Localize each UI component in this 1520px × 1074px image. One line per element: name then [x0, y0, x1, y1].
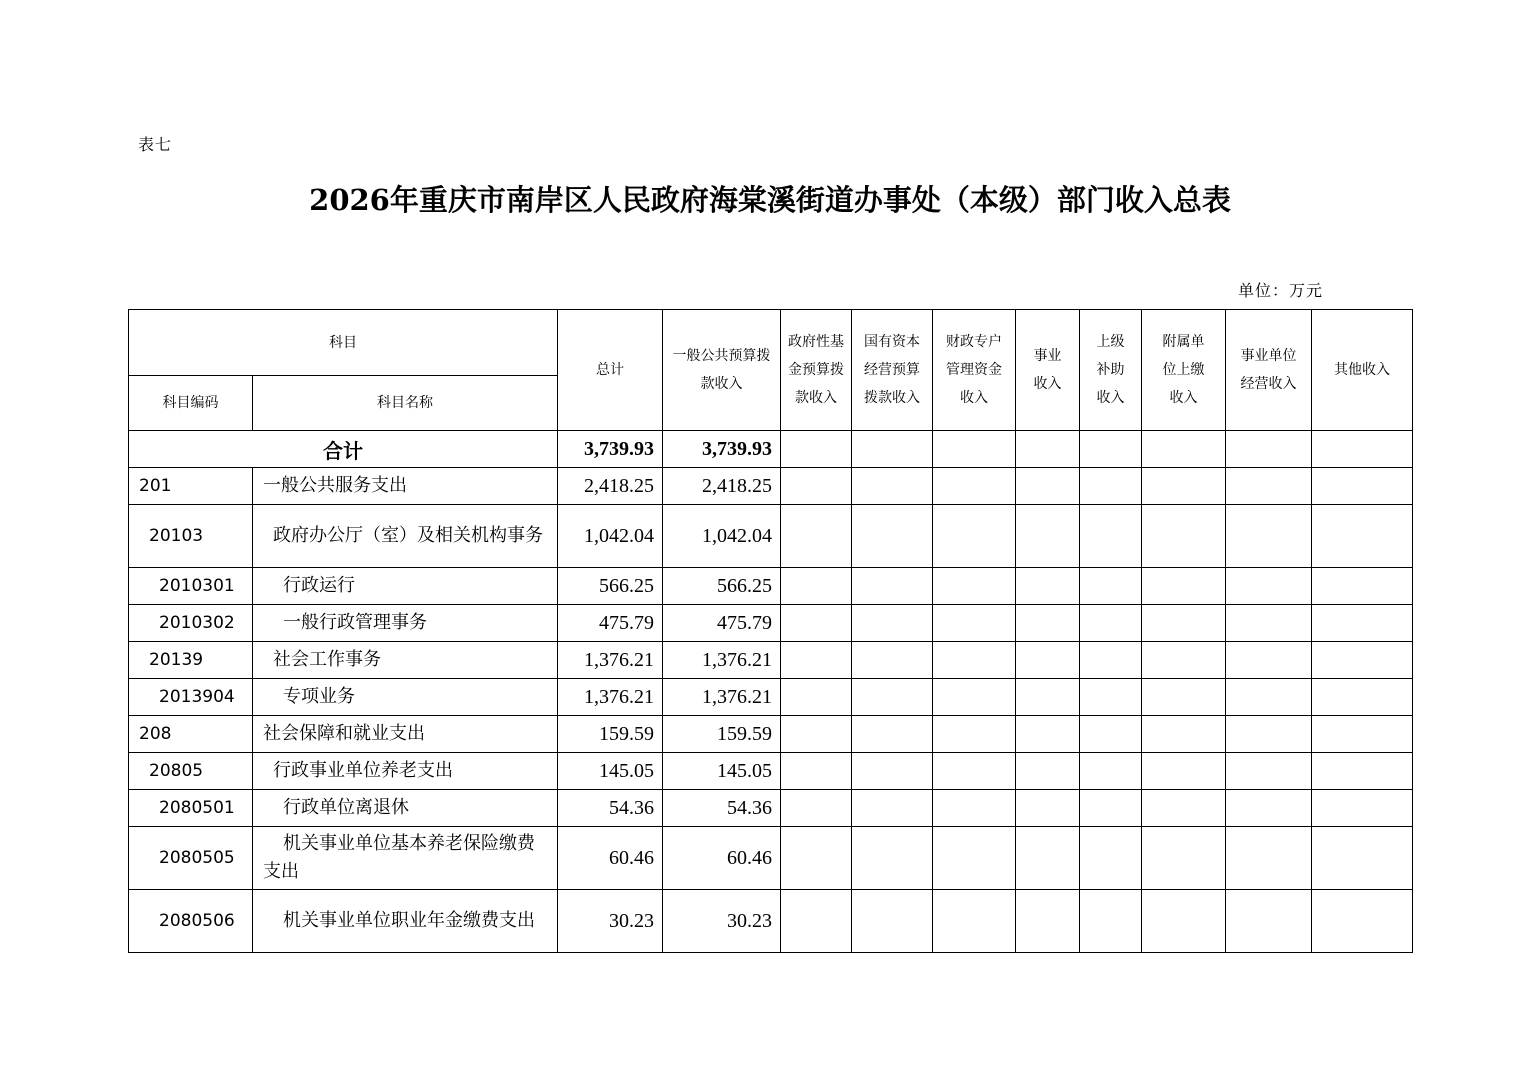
general-cell: 60.46 — [663, 827, 781, 890]
total-cell: 2,418.25 — [558, 468, 663, 505]
income-table — [128, 309, 1413, 953]
table-row — [129, 753, 1413, 790]
code-cell: 2080505 — [129, 827, 253, 890]
table-row — [129, 505, 1413, 568]
header-name: 科目名称 — [253, 376, 558, 431]
general-cell: 2,418.25 — [663, 468, 781, 505]
code-cell: 2080501 — [129, 790, 253, 827]
general-cell: 566.25 — [663, 568, 781, 605]
total-cell: 30.23 — [558, 890, 663, 953]
table-row — [129, 642, 1413, 679]
code-cell: 2080506 — [129, 890, 253, 953]
header-total: 总计 — [558, 310, 663, 431]
total-cell: 54.36 — [558, 790, 663, 827]
header-superior: 上级补助收入 — [1080, 310, 1142, 431]
table-row — [129, 568, 1413, 605]
general-cell: 54.36 — [663, 790, 781, 827]
name-cell: 一般公共服务支出 — [253, 468, 558, 505]
general-cell: 3,739.93 — [663, 431, 781, 468]
total-cell: 566.25 — [558, 568, 663, 605]
total-cell: 1,042.04 — [558, 505, 663, 568]
name-cell: 政府办公厅（室）及相关机构事务 — [253, 505, 558, 568]
code-cell: 2013904 — [129, 679, 253, 716]
header-other: 其他收入 — [1312, 310, 1413, 431]
total-cell: 475.79 — [558, 605, 663, 642]
general-cell: 1,376.21 — [663, 642, 781, 679]
header-code: 科目编码 — [129, 376, 253, 431]
unit-label: 单位：万元 — [1238, 281, 1324, 300]
name-cell: 机关事业单位基本养老保险缴费支出 — [253, 827, 558, 890]
table-label: 表七 — [138, 135, 173, 154]
total-cell: 3,739.93 — [558, 431, 663, 468]
name-cell: 社会工作事务 — [253, 642, 558, 679]
table-row — [129, 890, 1413, 953]
code-cell: 20139 — [129, 642, 253, 679]
table-row — [129, 468, 1413, 505]
total-cell: 60.46 — [558, 827, 663, 890]
code-cell: 2010302 — [129, 605, 253, 642]
general-cell: 159.59 — [663, 716, 781, 753]
header-business: 事业收入 — [1016, 310, 1080, 431]
table-row — [129, 716, 1413, 753]
code-cell: 208 — [129, 716, 253, 753]
header-state-capital: 国有资本经营预算拨款收入 — [852, 310, 933, 431]
general-cell: 1,376.21 — [663, 679, 781, 716]
general-cell: 30.23 — [663, 890, 781, 953]
code-cell: 20805 — [129, 753, 253, 790]
name-cell: 一般行政管理事务 — [253, 605, 558, 642]
name-cell: 行政运行 — [253, 568, 558, 605]
header-operating: 事业单位经营收入 — [1226, 310, 1312, 431]
table-row — [129, 827, 1413, 890]
name-cell: 专项业务 — [253, 679, 558, 716]
total-row — [129, 431, 1413, 468]
header-general: 一般公共预算拨款收入 — [663, 310, 781, 431]
total-cell: 1,376.21 — [558, 679, 663, 716]
total-cell: 159.59 — [558, 716, 663, 753]
header-affiliate: 附属单位上缴收入 — [1142, 310, 1226, 431]
total-cell: 1,376.21 — [558, 642, 663, 679]
table-row — [129, 605, 1413, 642]
total-cell: 145.05 — [558, 753, 663, 790]
general-cell: 1,042.04 — [663, 505, 781, 568]
code-cell: 20103 — [129, 505, 253, 568]
general-cell: 145.05 — [663, 753, 781, 790]
name-cell: 行政事业单位养老支出 — [253, 753, 558, 790]
name-cell: 社会保障和就业支出 — [253, 716, 558, 753]
total-label: 合计 — [129, 431, 558, 468]
code-cell: 201 — [129, 468, 253, 505]
header-gov-fund: 政府性基金预算拨款收入 — [781, 310, 852, 431]
page-title: 2026年重庆市南岸区人民政府海棠溪街道办事处（本级）部门收入总表 — [309, 183, 1231, 217]
name-cell: 行政单位离退休 — [253, 790, 558, 827]
table-row — [129, 679, 1413, 716]
code-cell: 2010301 — [129, 568, 253, 605]
header-special-account: 财政专户管理资金收入 — [933, 310, 1016, 431]
name-cell: 机关事业单位职业年金缴费支出 — [253, 890, 558, 953]
table-row — [129, 790, 1413, 827]
header-subject: 科目 — [129, 310, 558, 376]
general-cell: 475.79 — [663, 605, 781, 642]
